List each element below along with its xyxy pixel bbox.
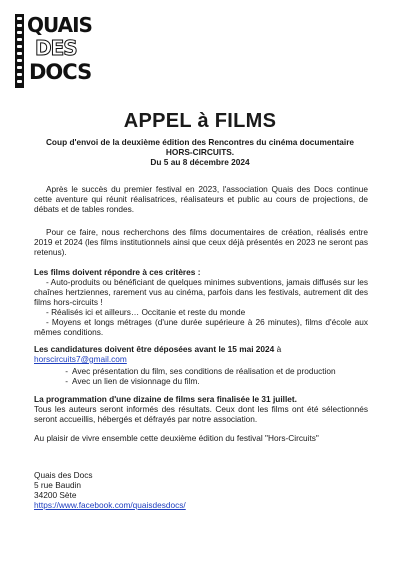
list-item: - Avec un lien de visionnage du film. [65, 376, 200, 386]
intro-paragraph: Après le succès du premier festival en 2023, l'association Quais des Docs continue cette aventure qui réunit réalisatrices, réalisateurs et public au cours de projections, de débats et de tables rondes. [34, 184, 368, 214]
closing-line: Au plaisir de vivre ensemble cette deuxième édition du festival "Hors-Circuits" [34, 433, 319, 443]
programme-heading: La programmation d'une dizaine de films sera finalisée le 31 juillet. [34, 394, 297, 404]
film-strip-icon [15, 14, 24, 88]
requirements-list [34, 366, 368, 386]
programme-section [34, 394, 368, 424]
subtitle [30, 137, 370, 167]
deadline-paragraph [34, 344, 368, 364]
logo-text-line3: DOCS [29, 60, 92, 84]
programme-text: Tous les auteurs seront informés des résultats. Ceux dont les films ont été sélectionnés seront accueillis, hébergés et défrayés par notre association. [34, 404, 368, 424]
logo-text-line2: DES [35, 36, 77, 60]
requirement-text: Avec présentation du film, ses conditions de réalisation et de production [72, 366, 336, 376]
criteria-heading: Les films doivent répondre à ces critères : [34, 267, 201, 277]
street: 5 rue Baudin [34, 480, 82, 490]
page-title: APPEL à FILMS [123, 110, 277, 132]
search-paragraph: Pour ce faire, nous recherchons des films documentaires de création, réalisés entre 2019 et 2024 (les films institutionnels ainsi que ceux déjà présentés en 2023 ne seront pas retenus). [34, 227, 368, 257]
contact-address [34, 470, 368, 510]
quais-des-docs-logo [15, 14, 91, 88]
email-link[interactable]: horscircuits7@gmail.com [34, 354, 127, 364]
deadline-text: Les candidatures doivent être déposées avant le 15 mai 2024 [34, 344, 275, 354]
criteria-item: - Réalisés ici et ailleurs… Occitanie et reste du monde [46, 307, 246, 317]
deadline-to: à [274, 344, 282, 354]
facebook-link[interactable]: https://www.facebook.com/quaisdesdocs/ [34, 500, 186, 510]
subtitle-line2: HORS-CIRCUITS. [165, 147, 235, 157]
logo-text-line1: QUAIS [27, 13, 92, 37]
org-name: Quais des Docs [34, 470, 93, 480]
city: 34200 Sète [34, 490, 77, 500]
criteria-item: - Auto-produits ou bénéficiant de quelques minimes subventions, jamais diffusés sur les chaînes hertziennes, rarement vus au cinéma, parfois dans les festivals, autrement dit des films hors-circuits ! [34, 277, 368, 307]
subtitle-line1: Coup d'envoi de la deuxième édition des Rencontres du cinéma documentaire [45, 137, 355, 147]
criteria-item: - Moyens et longs métrages (d'une durée supérieure à 26 minutes), films d'école aux mêmes conditions. [34, 317, 368, 337]
subtitle-line3: Du 5 au 8 décembre 2024 [150, 157, 250, 167]
requirement-text: Avec un lien de visionnage du film. [72, 376, 200, 386]
criteria-section [34, 267, 368, 337]
list-item: - Avec présentation du film, ses conditions de réalisation et de production [65, 366, 336, 376]
